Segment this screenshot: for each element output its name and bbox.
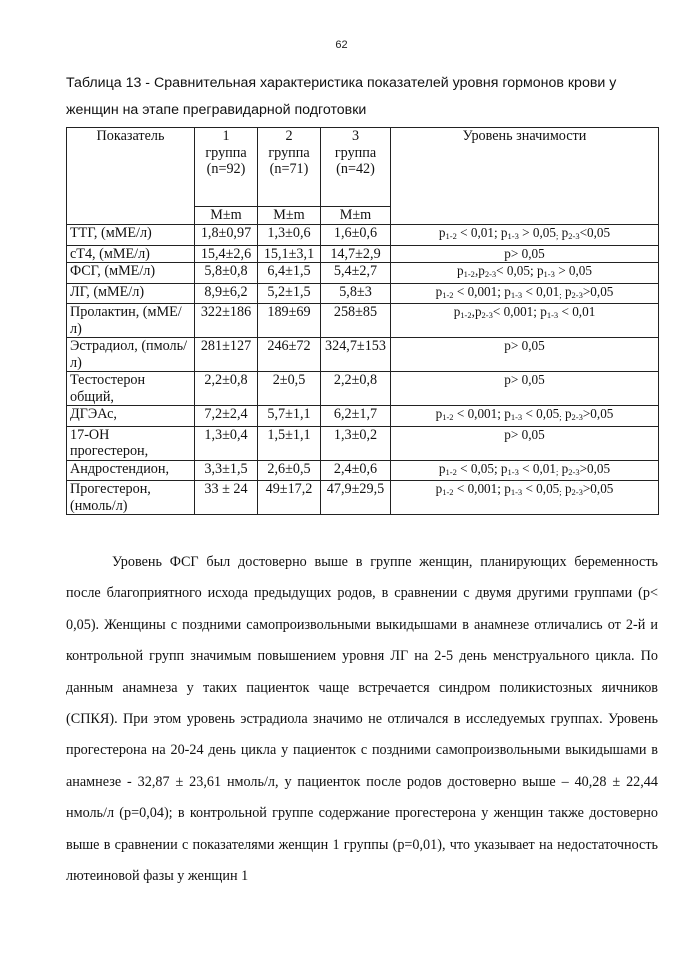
significance-cell	[391, 245, 659, 263]
significance-text: < 0,001; p	[453, 283, 511, 299]
header-group-1: 1 группа (n=92)	[195, 128, 258, 207]
significance-cell	[391, 338, 659, 372]
significance-text: >0,05	[579, 460, 611, 476]
group-1-value: 281±127	[195, 338, 258, 372]
group-2-value: 5,7±1,1	[258, 406, 321, 427]
group-2-value: 15,1±3,1	[258, 245, 321, 263]
significance-cell	[391, 372, 659, 406]
indicator-cell: Эстрадиол, (пмоль/л)	[67, 338, 195, 372]
significance-text: > 0,05	[554, 263, 592, 278]
group-3-value: 5,8±3	[321, 283, 391, 304]
significance-subscript: 1-3	[546, 310, 559, 320]
group-3-value: 47,9±29,5	[321, 481, 391, 515]
significance-text: < 0,001; p	[453, 406, 511, 421]
significance-cell	[391, 460, 659, 481]
significance-text: p	[435, 406, 443, 421]
significance-text: <0,05	[579, 225, 611, 240]
group-1-value: 33 ± 24	[195, 481, 258, 515]
significance-cell	[391, 406, 659, 427]
significance-subscript: 1-3	[510, 289, 523, 300]
significance-subscript: ;	[555, 466, 559, 477]
significance-text: ,p	[471, 304, 482, 319]
significance-subscript: 2-3	[571, 289, 583, 300]
group-3-value: 1,3±0,2	[321, 426, 391, 460]
significance-text: p	[561, 283, 572, 299]
significance-text: p	[435, 283, 443, 299]
significance-text: < 0,01	[518, 460, 556, 476]
group-2-value: 6,4±1,5	[258, 263, 321, 284]
header-group-3: 3 группа (n=42)	[321, 128, 391, 207]
header-indicator: Показатель	[67, 128, 195, 225]
significance-subscript: 2-3	[568, 231, 580, 241]
hormone-table	[66, 127, 659, 515]
table-row	[67, 283, 659, 304]
significance-text: < 0,001; p	[492, 304, 547, 319]
group-2-value: 49±17,2	[258, 481, 321, 515]
significance-subscript: 2-3	[571, 487, 583, 497]
significance-text: < 0,05; p	[496, 263, 544, 278]
significance-subscript: 1-2	[445, 231, 457, 241]
significance-cell	[391, 283, 659, 304]
indicator-cell: Андростендион,	[67, 460, 195, 481]
group-2-value: 2±0,5	[258, 372, 321, 406]
significance-subscript: 1-3	[543, 269, 555, 279]
group-1-value: 5,8±0,8	[195, 263, 258, 284]
group-3-value: 6,2±1,7	[321, 406, 391, 427]
significance-text: > 0,05	[518, 225, 556, 240]
group-1-value: 1,3±0,4	[195, 426, 258, 460]
significance-text: p> 0,05	[504, 372, 545, 387]
indicator-cell: ЛГ, (мМЕ/л)	[67, 283, 195, 304]
group-1-value: 1,8±0,97	[195, 225, 258, 246]
significance-subscript: 1-2	[463, 269, 475, 279]
significance-text: < 0,01	[522, 283, 560, 299]
significance-text: p> 0,05	[504, 245, 545, 261]
significance-text: ,p	[474, 263, 485, 278]
significance-subscript: 1-2	[442, 487, 454, 497]
paragraph-text: Уровень ФСГ был достоверно выше в группе женщин, планирующих беременность после благоприятного исхода предыдущих родов, в сравнении с двумя другими группами (p< 0,05). Женщины с поздними самопроизвольными выкидышами в анамнезе отличались от 2-й и контрольной групп значимым повышением уровня ЛГ на 2-5 день менструального цикла. По данным анамнеза у таких пациенток чаще встречается синдром поликистозных яичников (СПКЯ). При этом уровень эстрадиола значимо не отличался в исследуемых группах. Уровень прогестерона на 20-24 день цикла у пациенток с поздними самопроизвольными выкидышами в анамнезе - 32,87 ± 23,61 нмоль/л, у пациенток после родов достоверно выше – 40,28 ± 22,44 нмоль/л (p=0,04); в контрольной группе содержание прогестерона у женщин также достоверно выше в сравнении с показателями женщин 1 группы (p=0,01), что указывает на недостаточность лютеиновой фазы у женщин 1	[66, 554, 658, 885]
significance-text: < 0,05	[522, 406, 560, 421]
group-1-value: 2,2±0,8	[195, 372, 258, 406]
table-row	[67, 338, 659, 372]
significance-text: p> 0,05	[504, 426, 545, 442]
significance-text: p> 0,05	[504, 338, 545, 353]
significance-cell	[391, 481, 659, 515]
significance-text: p	[453, 304, 461, 319]
indicator-cell: Прогестерон, (нмоль/л)	[67, 481, 195, 515]
indicator-cell: ТТГ, (мМЕ/л)	[67, 225, 195, 246]
group-1-value: 8,9±6,2	[195, 283, 258, 304]
significance-subscript: 1-3	[507, 466, 519, 477]
group-3-value: 2,4±0,6	[321, 460, 391, 481]
significance-subscript: 1-2	[445, 466, 457, 477]
significance-subscript: 1-3	[510, 412, 523, 422]
significance-cell	[391, 263, 659, 284]
significance-text: < 0,01; p	[456, 225, 508, 240]
significance-subscript: 1-3	[510, 487, 523, 497]
significance-text: < 0,05	[522, 481, 560, 496]
group-3-value: 258±85	[321, 304, 391, 338]
significance-text: p	[561, 406, 572, 421]
significance-text: p	[558, 225, 569, 240]
group-2-value: 2,6±0,5	[258, 460, 321, 481]
table-caption: Таблица 13 - Сравнительная характеристика показателей уровня гормонов крови у женщин на этапе прегравидарной подготовки	[66, 75, 617, 118]
significance-subscript: ;	[559, 487, 562, 497]
table-row	[67, 225, 659, 246]
group-3-value: 1,6±0,6	[321, 225, 391, 246]
table-row	[67, 263, 659, 284]
significance-text: p	[438, 225, 446, 240]
header-group-2: 2 группа (n=71)	[258, 128, 321, 207]
table-row	[67, 245, 659, 263]
group-2-value: 246±72	[258, 338, 321, 372]
significance-cell	[391, 304, 659, 338]
indicator-cell: Пролактин, (мМЕ/л)	[67, 304, 195, 338]
indicator-cell: 17-ОН прогестерон,	[67, 426, 195, 460]
significance-subscript: ;	[559, 289, 562, 300]
group-3-value: 324,7±153	[321, 338, 391, 372]
significance-text: < 0,01	[558, 304, 596, 319]
significance-subscript: 1-2	[460, 310, 472, 320]
significance-subscript: 1-3	[507, 231, 519, 241]
header-mean-g3: M±m	[321, 207, 391, 225]
significance-subscript: ;	[555, 231, 559, 241]
group-1-value: 322±186	[195, 304, 258, 338]
significance-text: p	[438, 460, 446, 476]
significance-text: >0,05	[582, 283, 614, 299]
group-3-value: 14,7±2,9	[321, 245, 391, 263]
significance-text: p	[435, 481, 443, 496]
table-row	[67, 372, 659, 406]
significance-text: < 0,05; p	[456, 460, 508, 476]
significance-text: p	[561, 481, 572, 496]
significance-text: >0,05	[582, 481, 614, 496]
page-number: 62	[335, 39, 348, 51]
group-2-value: 1,5±1,1	[258, 426, 321, 460]
table-row	[67, 460, 659, 481]
significance-subscript: 2-3	[568, 466, 580, 477]
significance-subscript: 2-3	[481, 310, 493, 320]
group-2-value: 1,3±0,6	[258, 225, 321, 246]
table-row	[67, 426, 659, 460]
table-row	[67, 481, 659, 515]
significance-subscript: 2-3	[484, 269, 497, 279]
group-3-value: 5,4±2,7	[321, 263, 391, 284]
significance-text: p	[558, 460, 569, 476]
group-2-value: 189±69	[258, 304, 321, 338]
significance-cell	[391, 225, 659, 246]
group-1-value: 15,4±2,6	[195, 245, 258, 263]
header-significance: Уровень значимости	[391, 128, 659, 225]
header-mean-g2: M±m	[258, 207, 321, 225]
table-row	[67, 304, 659, 338]
table-row	[67, 406, 659, 427]
significance-text: < 0,001; p	[453, 481, 511, 496]
indicator-cell: ФСГ, (мМЕ/л)	[67, 263, 195, 284]
significance-text: p	[457, 263, 464, 278]
indicator-cell: Тестостерон общий,	[67, 372, 195, 406]
significance-subscript: ;	[559, 412, 562, 422]
group-1-value: 7,2±2,4	[195, 406, 258, 427]
group-2-value: 5,2±1,5	[258, 283, 321, 304]
body-paragraph	[66, 547, 658, 892]
group-3-value: 2,2±0,8	[321, 372, 391, 406]
significance-subscript: 2-3	[571, 412, 583, 422]
significance-subscript: 1-2	[442, 289, 454, 300]
indicator-cell: сТ4, (мМЕ/л)	[67, 245, 195, 263]
group-1-value: 3,3±1,5	[195, 460, 258, 481]
significance-subscript: 1-2	[442, 412, 454, 422]
significance-cell	[391, 426, 659, 460]
significance-text: >0,05	[582, 406, 614, 421]
indicator-cell: ДГЭАс,	[67, 406, 195, 427]
header-mean-g1: M±m	[195, 207, 258, 225]
